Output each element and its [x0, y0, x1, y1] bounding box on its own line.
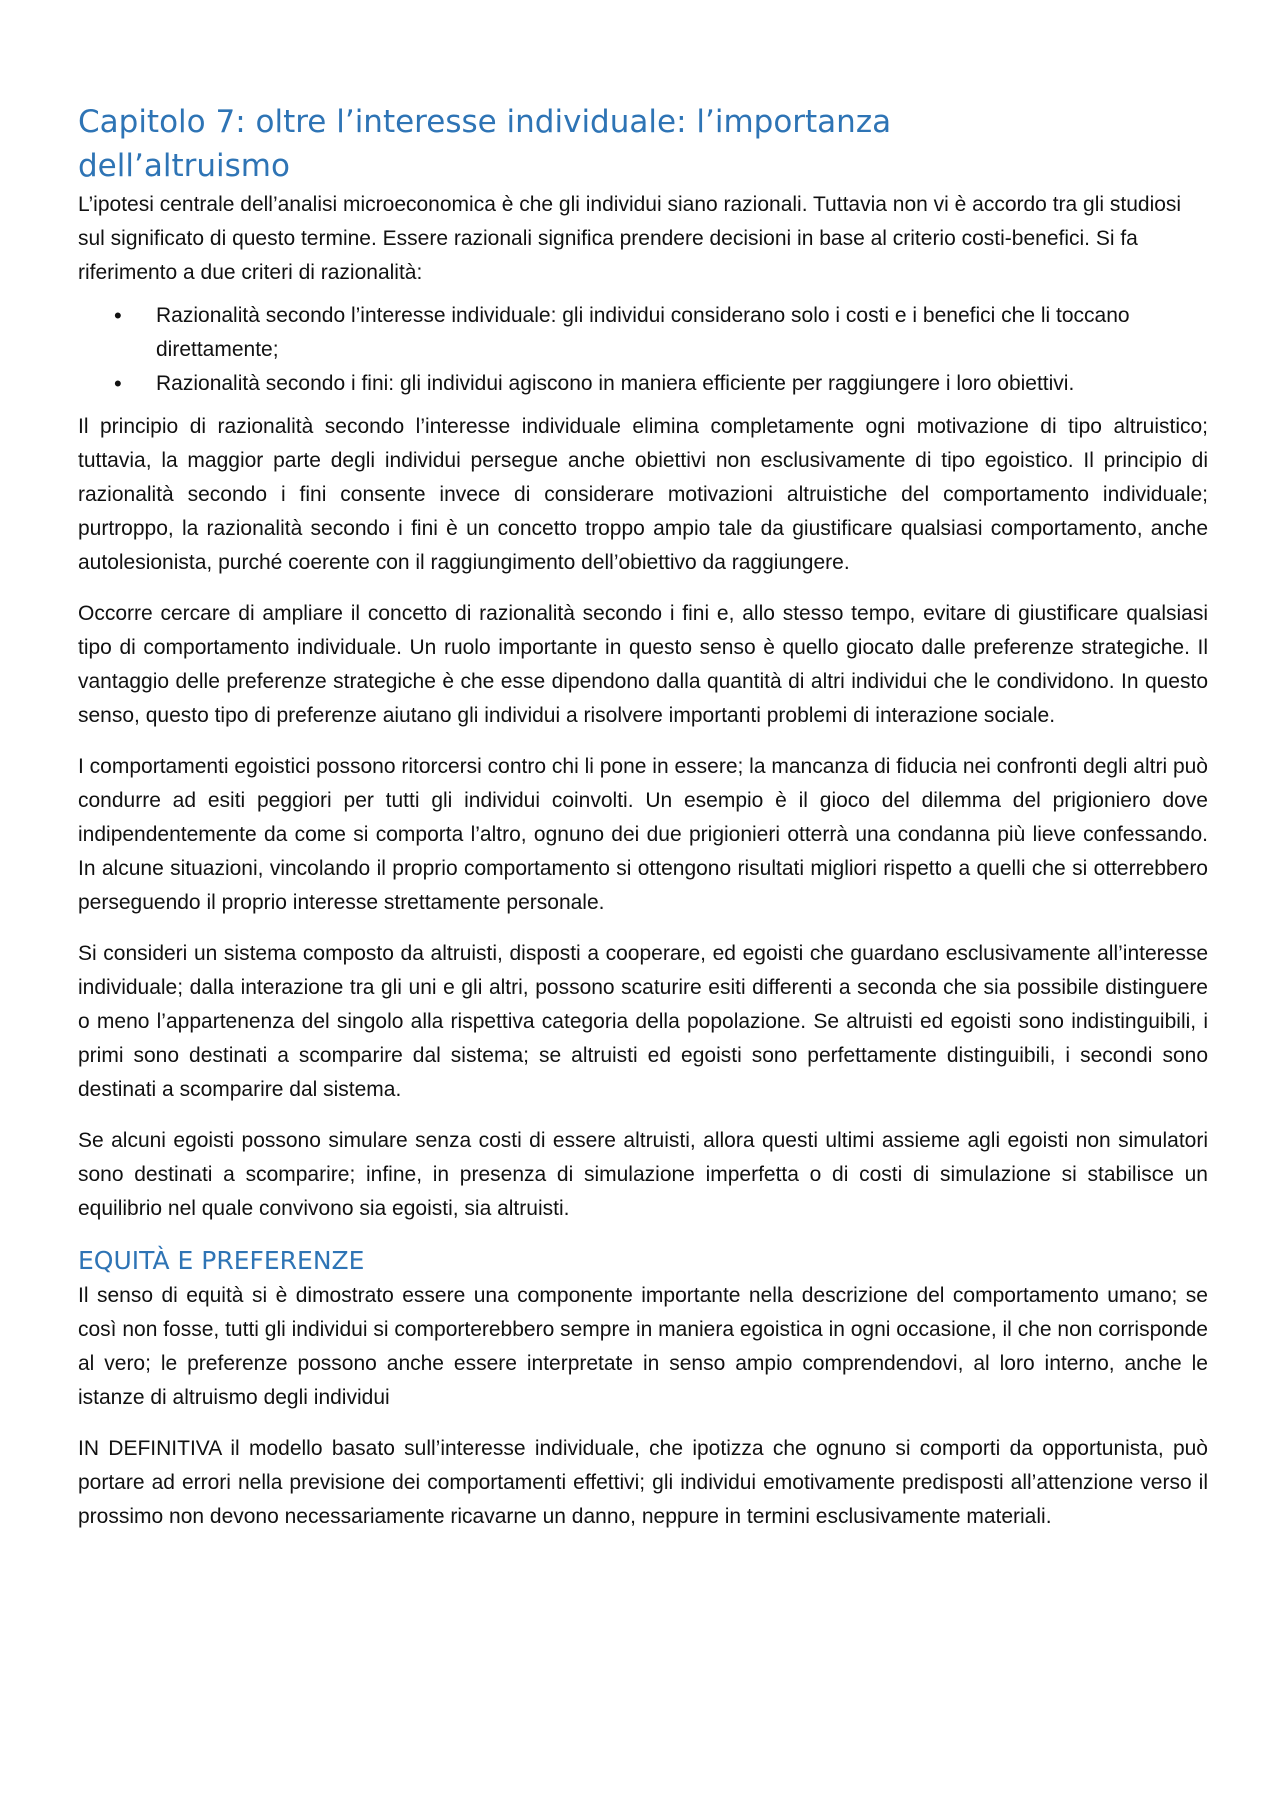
section-heading: EQUITÀ E PREFERENZE: [78, 1246, 365, 1275]
bullet-icon: •: [114, 371, 122, 396]
intro-paragraph: L’ipotesi centrale dell’analisi microeconomica è che gli individui siano razionali. Tuttavia non vi è accordo tra gli studiosi sul significato di questo termine. Essere razionali significa prendere decisioni in base al criterio costi-benefici. Si fa riferimento a due criteri di razionalità:: [78, 193, 1182, 284]
body-paragraph: Si consideri un sistema composto da altruisti, disposti a cooperare, ed egoisti che guardano esclusivamente all’interesse individuale; dalla interazione tra gli uni e gli altri, possono scaturire esiti differenti a seconda che sia possibile distinguere o meno l’appartenenza del singolo alla rispettiva categoria della popolazione. Se altruisti ed egoisti sono indistinguibili, i primi sono destinati a scomparire dal sistema; se altruisti ed egoisti sono perfettamente distinguibili, i secondi sono destinati a scomparire dal sistema.: [78, 942, 1208, 1101]
rationality-criteria-list: [78, 299, 1208, 401]
conclusion-paragraph: IN DEFINITIVA il modello basato sull’interesse individuale, che ipotizza che ognuno si comporti da opportunista, può portare ad errori nella previsione dei comportamenti effettivi; gli individui emotivamente predisposti all’attenzione verso il prossimo non devono necessariamente ricavarne un danno, neppure in termini esclusivamente materiali.: [78, 1437, 1208, 1528]
body-paragraph: I comportamenti egoistici possono ritorcersi contro chi li pone in essere; la mancanza di fiducia nei confronti degli altri può condurre ad esiti peggiori per tutti gli individui coinvolti. Un esempio è il gioco del dilemma del prigioniero dove indipendentemente da come si comporta l’altro, ognuno dei due prigionieri otterrà una condanna più lieve confessando. In alcune situazioni, vincolando il proprio comportamento si ottengono risultati migliori rispetto a quelli che si otterrebbero perseguendo il proprio interesse strettamente personale.: [78, 755, 1208, 914]
bullet-icon: •: [114, 303, 122, 328]
list-item-text: Razionalità secondo i fini: gli individui agiscono in maniera efficiente per raggiungere i loro obiettivi.: [156, 372, 1075, 395]
body-paragraph: Il senso di equità si è dimostrato essere una componente importante nella descrizione del comportamento umano; se così non fosse, tutti gli individui si comporterebbero sempre in maniera egoistica in ogni occasione, il che non corrisponde al vero; le preferenze possono anche essere interpretate in senso ampio comprendendovi, al loro interno, anche le istanze di altruismo degli individui: [78, 1284, 1208, 1409]
list-item-text: Razionalità secondo l’interesse individuale: gli individui considerano solo i costi e i benefici che li toccano direttamente;: [156, 304, 1130, 361]
body-paragraph: Il principio di razionalità secondo l’interesse individuale elimina completamente ogni motivazione di tipo altruistico; tuttavia, la maggior parte degli individui persegue anche obiettivi non esclusivamente di tipo egoistico. Il principio di razionalità secondo i fini consente invece di considerare motivazioni altruistiche del comportamento individuale; purtroppo, la razionalità secondo i fini è un concetto troppo ampio tale da giustificare qualsiasi comportamento, anche autolesionista, purché coerente con il raggiungimento dell’obiettivo da raggiungere.: [78, 415, 1208, 574]
chapter-title: Capitolo 7: oltre l’interesse individuale: l’importanza dell’altruismo: [78, 104, 892, 184]
list-item: [114, 299, 1208, 367]
list-item: [114, 367, 1208, 401]
document-page: [78, 100, 1208, 1551]
body-paragraph: Occorre cercare di ampliare il concetto di razionalità secondo i fini e, allo stesso tempo, evitare di giustificare qualsiasi tipo di comportamento individuale. Un ruolo importante in questo senso è quello giocato dalle preferenze strategiche. Il vantaggio delle preferenze strategiche è che esse dipendono dalla quantità di altri individui che le condividono. In questo senso, questo tipo di preferenze aiutano gli individui a risolvere importanti problemi di interazione sociale.: [78, 602, 1208, 727]
body-paragraph: Se alcuni egoisti possono simulare senza costi di essere altruisti, allora questi ultimi assieme agli egoisti non simulatori sono destinati a scomparire; infine, in presenza di simulazione imperfetta o di costi di simulazione si stabilisce un equilibrio nel quale convivono sia egoisti, sia altruisti.: [78, 1129, 1208, 1220]
